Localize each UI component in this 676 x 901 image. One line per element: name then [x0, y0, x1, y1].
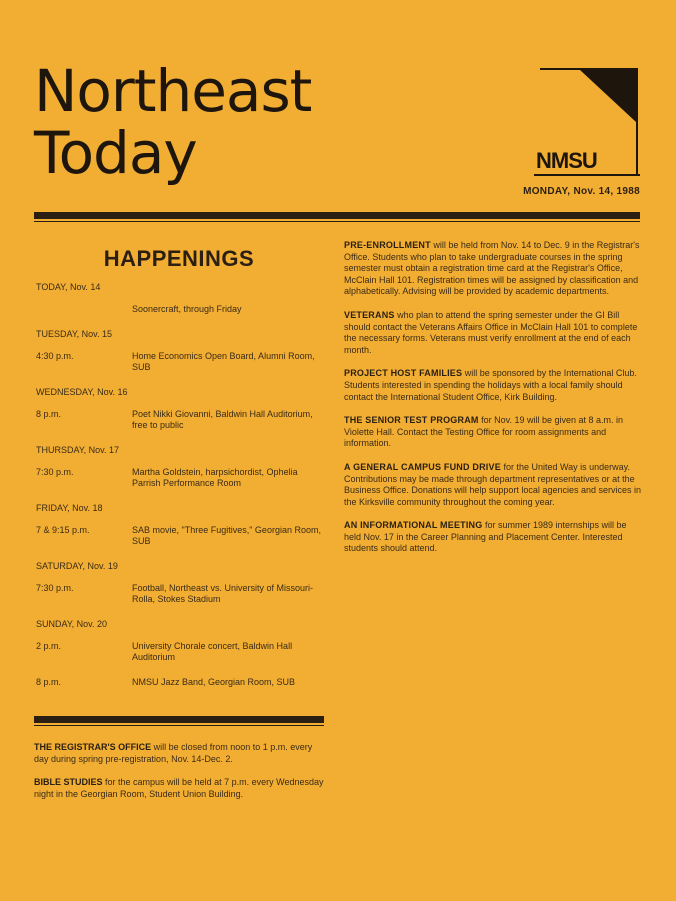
happenings-section	[34, 246, 324, 702]
notice-item	[34, 777, 324, 800]
masthead-title-line2: Today	[34, 119, 197, 187]
announcement-text: will be held from Nov. 14 to Dec. 9 in the Registrar's Office. Students who plan to take undergraduate courses in the spring semester must obtain a registration time card at the Registrar's Office, McClain Hall 101. Registration times will be assigned by classification and alphabetically. Advising will be provided by academic departments.	[344, 240, 640, 297]
masthead-rule-thin	[34, 221, 640, 222]
announcement-lead: AN INFORMATIONAL MEETING	[344, 520, 483, 531]
event-description: Martha Goldstein, harpsichordist, Ophelia Parrish Performance Room	[132, 467, 298, 488]
event-description: NMSU Jazz Band, Georgian Room, SUB	[132, 677, 296, 687]
calendar-day-heading: THURSDAY, Nov. 17	[36, 445, 120, 455]
calendar-day-heading: FRIDAY, Nov. 18	[36, 503, 103, 513]
happenings-heading: HAPPENINGS	[103, 246, 255, 271]
announcement-item	[344, 240, 642, 298]
masthead-title	[34, 57, 312, 187]
event-description: SAB movie, "Three Fugitives," Georgian Room, SUB	[132, 525, 321, 546]
event-description: Home Economics Open Board, Alumni Room, SUB	[132, 351, 315, 372]
happenings-calendar	[34, 282, 324, 688]
event-description: Soonercraft, through Friday	[132, 304, 242, 314]
masthead-rule	[34, 212, 640, 219]
announcement-text: will be sponsored by the International Club. Students interested in spending the holidays with a local family should contact the International Student Office, Kirk Building.	[344, 368, 637, 402]
announcement-item	[344, 310, 642, 356]
calendar-event	[34, 467, 324, 489]
announcement-lead: VETERANS	[344, 309, 395, 320]
masthead-title-line1: Northeast	[34, 57, 312, 125]
notice-item	[34, 742, 324, 765]
calendar-event	[34, 583, 324, 605]
announcement-text: for summer 1989 internships will be held Nov. 17 in the Career Planning and Placement Center. Interested students should attend.	[344, 520, 627, 554]
announcement-text: who plan to attend the spring semester under the GI Bill should contact the Veterans Affairs Office in McClain Hall 101 to complete the necessary forms. Veterans must verify enrollment at the end of each month.	[344, 309, 638, 355]
announcement-item	[344, 520, 642, 555]
calendar-day-heading: TUESDAY, Nov. 15	[36, 329, 113, 339]
announcement-item	[344, 368, 642, 403]
announcement-lead: A GENERAL CAMPUS FUND DRIVE	[344, 461, 501, 472]
logo-wordmark: NMSU	[536, 148, 597, 173]
event-description: University Chorale concert, Baldwin Hall Auditorium	[132, 641, 293, 662]
calendar-day-heading: TODAY, Nov. 14	[36, 282, 101, 292]
calendar-day-heading: WEDNESDAY, Nov. 16	[36, 387, 128, 397]
calendar-event	[34, 304, 324, 315]
event-time: 2 p.m.	[36, 641, 62, 651]
event-time: 4:30 p.m.	[36, 351, 74, 361]
logo-rule-vertical	[636, 68, 638, 176]
notice-text: for the campus will be held at 7 p.m. every Wednesday night in the Georgian Room, Student Union Building.	[34, 777, 324, 799]
event-description: Football, Northeast vs. University of Missouri-Rolla, Stokes Stadium	[132, 583, 314, 604]
announcements-section	[344, 240, 642, 567]
issue-date: MONDAY, Nov. 14, 1988	[523, 186, 640, 197]
calendar-event	[34, 525, 324, 547]
notice-lead: THE REGISTRAR'S OFFICE	[34, 742, 152, 752]
calendar-event	[34, 677, 324, 688]
announcement-text: for Nov. 19 will be given at 8 a.m. in Violette Hall. Contact the Testing Office for room assignments and information.	[344, 415, 624, 449]
calendar-event	[34, 641, 324, 663]
announcement-lead: THE SENIOR TEST PROGRAM	[344, 415, 479, 426]
logo-rule-bottom	[534, 174, 640, 176]
announcement-lead: PROJECT HOST FAMILIES	[344, 368, 463, 379]
event-description: Poet Nikki Giovanni, Baldwin Hall Auditorium, free to public	[132, 409, 313, 430]
event-time: 8 p.m.	[36, 409, 62, 419]
event-time: 7:30 p.m.	[36, 583, 74, 593]
calendar-event	[34, 351, 324, 373]
left-notes-section	[34, 742, 324, 812]
announcement-item	[344, 415, 642, 450]
event-time: 8 p.m.	[36, 677, 62, 687]
event-time: 7:30 p.m.	[36, 467, 74, 477]
left-column-rule	[34, 716, 324, 723]
calendar-day-heading: SUNDAY, Nov. 20	[36, 619, 108, 629]
announcement-lead: PRE-ENROLLMENT	[344, 240, 431, 250]
logo-triangle-icon	[532, 66, 642, 126]
notice-lead: BIBLE STUDIES	[34, 777, 103, 788]
notice-text: will be closed from noon to 1 p.m. every day during spring pre-registration, Nov. 14-Dec. 2.	[34, 742, 313, 764]
announcement-item	[344, 462, 642, 508]
event-time	[34, 304, 132, 315]
announcement-text: for the United Way is underway. Contributions may be made through department representatives or at the Business Office. Donations will help support local agencies and services in the Kirksville community throughout the coming year.	[344, 461, 641, 507]
left-column-rule-thin	[34, 725, 324, 726]
university-logo	[532, 66, 642, 178]
event-time: 7 & 9:15 p.m.	[36, 525, 90, 535]
calendar-day-heading: SATURDAY, Nov. 19	[36, 561, 118, 571]
calendar-event	[34, 409, 324, 431]
